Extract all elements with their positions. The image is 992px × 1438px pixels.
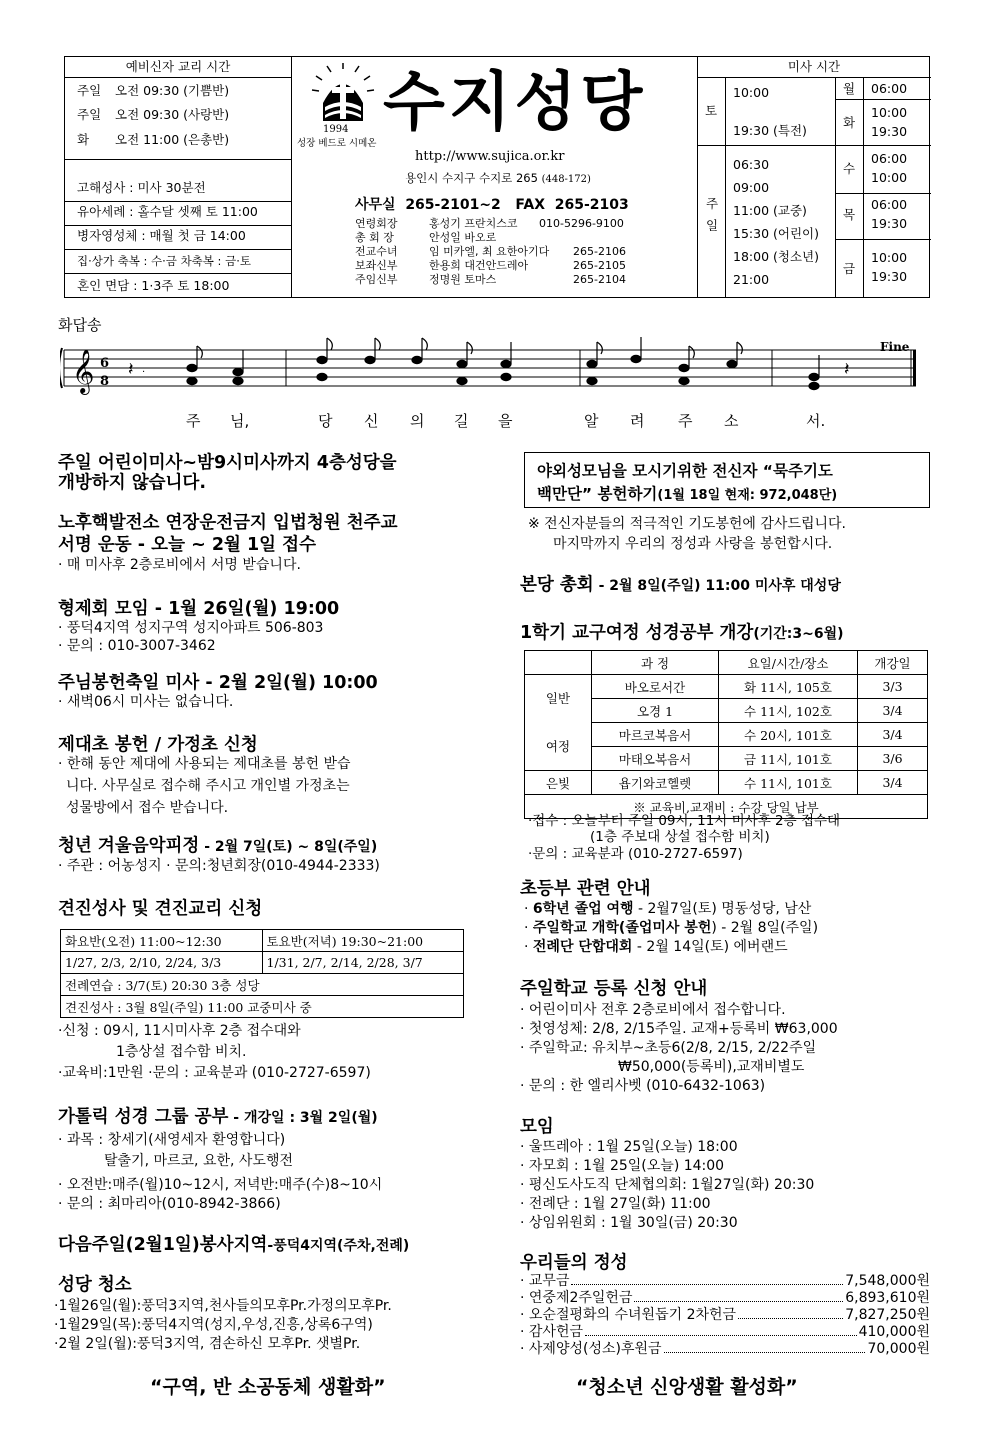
notice-heading: 모임 [520, 1117, 554, 1137]
notice-body: · 주관 : 어농성지 · 문의:청년회장(010-4944-2333) [58, 858, 380, 874]
mass-time: 11:00 (교중) [733, 203, 807, 218]
notice-body: · 문의 : 한 엘리사벳 (010-6432-1063) [520, 1078, 766, 1094]
svg-text:𝄽: 𝄽 [844, 359, 850, 380]
sacrament-info: 병자영성체 : 매월 첫 금 14:00 [77, 228, 246, 243]
notice-body: · 문의 : 최마리아(010-8942-3866) [58, 1196, 281, 1212]
rosary-line: 백만단” 봉헌하기(1월 18일 현재: 972,048단) [537, 485, 838, 503]
svg-text:𝄽: 𝄽 [128, 359, 134, 380]
notice-body: ₩50,000(등록비),교재비별도 [618, 1059, 805, 1075]
notice-body: · 오전반:매주(월)10~12시, 저녁반:매주(수)8~10시 [58, 1177, 383, 1193]
notice-body: ·1월29일(목):풍덕4지역(성지,우성,진흥,상록6구역) [54, 1317, 373, 1333]
sacrament-info: 유아세례 : 홀수달 셋째 토 11:00 [77, 204, 258, 219]
lyric: 주 [186, 412, 201, 430]
mass-time: 19:30 [871, 269, 908, 284]
table-cell: 1/31, 2/7, 2/14, 2/28, 3/7 [262, 952, 464, 974]
notice-body: · 한해 동안 제대에 사용되는 제대초를 봉헌 받습 [58, 756, 351, 772]
table-cell: 토요반(저녁) 19:30~21:00 [262, 930, 464, 952]
lyric: 소 [724, 412, 739, 430]
mass-time: 19:30 [871, 124, 908, 139]
mass-day: 월 [843, 81, 856, 96]
bible-study-table [524, 650, 928, 819]
fine-mark: Fine [880, 340, 910, 354]
mass-time: 06:30 [733, 157, 770, 172]
sacrament-info: 집·상가 축복 : 수·금 차축복 : 금·토 [77, 254, 251, 268]
contact-phone: 010-5296-9100 [539, 217, 624, 230]
lyric: 신 [364, 412, 379, 430]
contact-name: 정명원 토마스 [429, 273, 497, 286]
table-cell: 마태오복음서 [592, 747, 719, 771]
lyric: 을 [498, 412, 513, 430]
sacrament-info: 고해성사 : 미사 30분전 [77, 180, 206, 195]
table-cell: 욥기와코헬렛 [592, 771, 719, 795]
lyric: 서. [806, 412, 826, 430]
mass-time: 09:00 [733, 180, 770, 195]
notice-body: · 풍덕4지역 성지구역 성지아파트 506-803 [58, 620, 324, 636]
divider [863, 77, 864, 297]
finance-row: · 교무금 7,548,000원 [520, 1273, 930, 1289]
church-logo-icon [311, 63, 375, 127]
contact-phone: 265-2105 [573, 259, 626, 272]
contact-name: 임 미카엘, 최 요한아기다 [429, 245, 550, 258]
notice-heading: 초등부 관련 안내 [520, 879, 651, 899]
contact-name: 홍성기 프란치스코 [429, 217, 518, 230]
notice-body: 1층상설 접수함 비치. [116, 1044, 247, 1060]
svg-text:8: 8 [100, 374, 110, 389]
notice-heading: 성당 청소 [58, 1275, 132, 1295]
table-cell: 수 11시, 102호 [719, 699, 858, 723]
mass-title: 미사 시간 [787, 59, 841, 74]
parish-title: 수지성당 [383, 66, 647, 140]
notice-heading: 주일학교 등록 신청 안내 [520, 979, 708, 999]
address: 용인시 수지구 수지로 265 (448-172) [405, 171, 591, 185]
mass-time: 19:30 (특전) [733, 123, 807, 138]
lyric: 의 [410, 412, 425, 430]
notice-body: ※ 전신자분들의 적극적인 기도봉헌에 감사드립니다. [528, 516, 846, 532]
notice-body: (1층 주보대 상설 접수함 비치) [590, 829, 770, 845]
rosary-box [524, 452, 930, 508]
lyric: 알 [584, 412, 599, 430]
notice-heading: 형제회 모임 - 1월 26일(월) 19:00 [58, 599, 340, 619]
notice-heading: 다음주일(2월1일)봉사지역-풍덕4지역(주차,전례) [58, 1235, 410, 1255]
notice-heading: 청년 겨울음악피정 - 2월 7일(토) ~ 8일(주일) [58, 836, 378, 856]
contact-role: 전교수녀 [355, 245, 398, 258]
table-cell: 마르코복음서 [592, 723, 719, 747]
table-cell: 전례연습 : 3/7(토) 20:30 3층 성당 [61, 974, 464, 996]
website-url[interactable]: http://www.sujica.or.kr [415, 149, 565, 164]
notice-body: 니다. 사무실로 접수해 주시고 개인별 가정초는 [66, 778, 350, 794]
table-cell: 3/4 [858, 771, 928, 795]
mass-day: 목 [843, 207, 856, 222]
notice-body: ·교육비:1만원 ·문의 : 교육분과 (010-2727-6597) [58, 1065, 371, 1081]
table-cell: 1/27, 2/3, 2/10, 2/24, 3/3 [61, 952, 263, 974]
mass-time: 18:00 (청소년) [733, 249, 819, 264]
lyric: 님, [230, 412, 250, 430]
notice-heading: 제대초 봉헌 / 가정초 신청 [58, 735, 258, 755]
mass-time: 10:00 [871, 250, 908, 265]
sacrament-info: 혼인 면담 : 1·3주 토 18:00 [77, 278, 230, 293]
finance-row: · 오순절평화의 수녀원돕기 2차헌금 7,827,250원 [520, 1307, 930, 1323]
catechism-day: 주일 [77, 83, 102, 98]
slogan-right: “청소년 신앙생활 활성화” [576, 1376, 798, 1398]
mass-time: 10:00 [871, 170, 908, 185]
meeting-item: · 상임위원회 : 1월 30일(금) 20:30 [520, 1215, 738, 1231]
table-cell: 수 20시, 101호 [719, 723, 858, 747]
table-header: 개강일 [858, 651, 928, 675]
table-header: 과 정 [592, 651, 719, 675]
lyric: 당 [318, 412, 333, 430]
finance-list [520, 1273, 930, 1358]
catechism-day: 주일 [77, 107, 102, 122]
notice-body: · 새벽06시 미사는 없습니다. [58, 694, 234, 710]
contact-phone: 265-2104 [573, 273, 626, 286]
svg-text:·: · [142, 367, 146, 378]
contact-name: 안성일 바오로 [429, 231, 497, 244]
mass-time: 19:30 [871, 216, 908, 231]
lyric: 길 [454, 412, 469, 430]
catechism-day: 화 [77, 132, 90, 147]
notice-body: 마지막까지 우리의 정성과 사랑을 봉헌합시다. [553, 536, 833, 552]
table-cell: 수 11시, 101호 [719, 771, 858, 795]
school-item: · 6학년 졸업 여행 - 2월7일(토) 명동성당, 남산 [524, 901, 812, 917]
catechism-time: 오전 11:00 (은총반) [115, 132, 230, 147]
notice-body: 탈출기, 마르코, 요한, 사도행전 [104, 1153, 293, 1169]
contact-name: 한용희 대건안드레아 [429, 259, 529, 272]
catechism-title: 예비신자 교리 시간 [125, 59, 231, 74]
notice-body: · 문의 : 010-3007-3462 [58, 638, 216, 654]
catechism-time: 오전 09:30 (기쁨반) [115, 83, 230, 98]
rosary-line: 야외성모님을 모시기위한 전신자 “묵주기도 [537, 462, 833, 480]
mass-time: 10:00 [733, 85, 770, 100]
notice-body: ·1월26일(월):풍덕3지역,천사들의모후Pr.가정의모후Pr. [54, 1298, 392, 1314]
notice-body: · 과목 : 창세기(새영세자 환영합니다) [58, 1132, 286, 1148]
header-box [64, 56, 930, 298]
notice-heading: 본당 총회 - 2월 8일(주일) 11:00 미사후 대성당 [520, 575, 841, 595]
table-cell: 견진성사 : 3월 8일(주일) 11:00 교중미사 중 [61, 996, 464, 1018]
notice-heading: 서명 운동 - 오늘 ~ 2월 1일 접수 [58, 535, 316, 555]
mass-time: 21:00 [733, 272, 770, 287]
group-label: 일반 여정 [525, 675, 592, 771]
table-cell: 오경 1 [592, 699, 719, 723]
logo-caption: 성장 베드로 시메온 [297, 138, 377, 149]
mass-day: 수 [843, 161, 856, 176]
psalm-lyrics [0, 410, 992, 434]
catechism-time: 오전 09:30 (사랑반) [115, 107, 230, 122]
contact-role: 연령회장 [355, 217, 398, 230]
contact-role: 총 회 장 [355, 231, 394, 244]
table-cell: 금 11시, 101호 [719, 747, 858, 771]
finance-row: · 사제양성(성소)후원금 70,000원 [520, 1341, 930, 1357]
notice-body: · 어린이미사 전후 2층로비에서 접수합니다. [520, 1002, 786, 1018]
contact-phone: 265-2106 [573, 245, 626, 258]
notice-body: · 첫영성체: 2/8, 2/15주일. 교재+등록비 ₩63,000 [520, 1021, 838, 1037]
confirmation-table [60, 929, 464, 1018]
meeting-item: · 전례단 : 1월 27일(화) 11:00 [520, 1196, 711, 1212]
mass-time: 15:30 (어린이) [733, 226, 819, 241]
divider [835, 77, 836, 297]
office-phone: 사무실 265-2101~2 FAX 265-2103 [355, 197, 629, 213]
mass-day-sun: 주일 [705, 196, 719, 233]
notice-heading: 주일 어린이미사~밤9시미사까지 4층성당을 [58, 453, 397, 473]
mass-day-sat: 토 [705, 103, 718, 118]
school-item: · 주일학교 개학(졸업미사 봉헌) - 2월 8일(주일) [524, 920, 819, 936]
notice-body: ·문의 : 교육분과 (010-2727-6597) [528, 846, 743, 862]
table-header: 요일/시간/장소 [719, 651, 858, 675]
finance-row: · 연중제2주일헌금 6,893,610원 [520, 1290, 930, 1306]
notice-heading: 개방하지 않습니다. [58, 473, 206, 493]
notice-heading: 견진성사 및 견진교리 신청 [58, 899, 263, 919]
notice-body: ·신청 : 09시, 11시미사후 2층 접수대와 [58, 1023, 301, 1039]
mass-time: 06:00 [871, 151, 908, 166]
notice-heading: 노후핵발전소 연장운전금지 입법청원 천주교 [58, 513, 398, 533]
slogan-left: “구역, 반 소공동체 생활화” [150, 1376, 386, 1398]
divider [725, 77, 726, 297]
table-cell: 3/4 [858, 723, 928, 747]
divider [697, 57, 698, 297]
table-cell: 3/3 [858, 675, 928, 699]
table-cell: 바오로서간 [592, 675, 719, 699]
divider [291, 57, 292, 297]
mass-time: 06:00 [871, 81, 908, 96]
meeting-item: · 평신도사도직 단체협의회: 1월27일(화) 20:30 [520, 1177, 815, 1193]
notice-heading: 주님봉헌축일 미사 - 2월 2일(월) 10:00 [58, 673, 378, 693]
school-item: · 전례단 단합대회 - 2월 14일(토) 에버랜드 [524, 939, 788, 955]
notice-body: · 매 미사후 2층로비에서 서명 받습니다. [58, 557, 301, 573]
table-cell: 3/4 [858, 699, 928, 723]
mass-day: 화 [843, 115, 856, 130]
group-label: 은빛 [525, 771, 592, 795]
logo-year: 1994 [323, 124, 349, 135]
music-staff [60, 334, 926, 420]
table-cell: 화 11시, 105호 [719, 675, 858, 699]
lyric: 주 [678, 412, 693, 430]
mass-time: 10:00 [871, 105, 908, 120]
table-cell: 화요반(오전) 11:00~12:30 [61, 930, 263, 952]
psalm-label: 화답송 [58, 316, 102, 334]
contact-role: 주임신부 [355, 273, 398, 286]
svg-text:𝄞: 𝄞 [72, 349, 95, 393]
finance-row: · 감사헌금 410,000원 [520, 1324, 930, 1340]
mass-time: 06:00 [871, 197, 908, 212]
notice-body: ·접수 : 오늘부터 주일 09시, 11시 미사후 2층 접수대 [528, 813, 841, 829]
mass-day: 금 [843, 261, 856, 276]
notice-body: ·2월 2일(월):풍덕3지역, 겸손하신 모후Pr. 샛별Pr. [54, 1336, 361, 1352]
lyric: 려 [630, 412, 645, 430]
notice-body: · 주일학교: 유치부~초등6(2/8, 2/15, 2/22주일 [520, 1040, 817, 1056]
table-cell: 3/6 [858, 747, 928, 771]
notice-heading: 가톨릭 성경 그룹 공부 - 개강일 : 3월 2일(월) [58, 1107, 378, 1127]
contact-role: 보좌신부 [355, 259, 398, 272]
svg-text:6: 6 [100, 356, 110, 371]
notice-heading: 우리들의 정성 [520, 1253, 628, 1273]
meeting-item: · 자모회 : 1월 25일(오늘) 14:00 [520, 1158, 725, 1174]
notice-body: 성물방에서 접수 받습니다. [66, 800, 229, 816]
table-footer: ※ 교육비,교재비 : 수강 당일 납부 [525, 795, 928, 819]
notice-heading: 1학기 교구여정 성경공부 개강(기간:3~6월) [520, 623, 844, 643]
meeting-item: · 울뜨레아 : 1월 25일(오늘) 18:00 [520, 1139, 738, 1155]
